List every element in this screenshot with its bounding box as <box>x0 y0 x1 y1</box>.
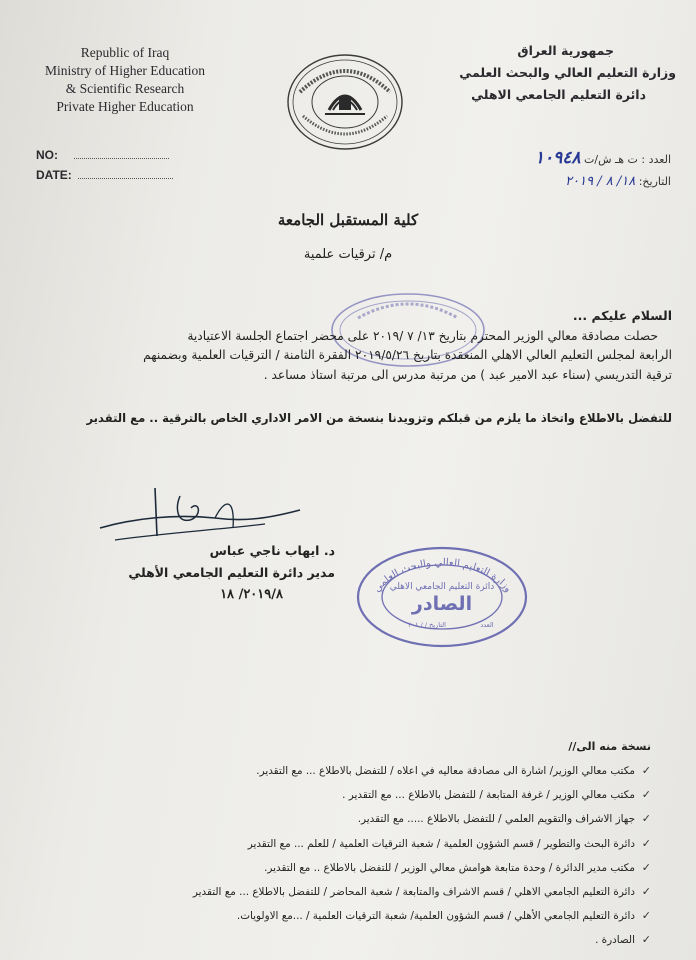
signer-block <box>105 540 335 606</box>
no-label: NO: <box>36 148 58 162</box>
check-icon: ✓ <box>641 884 651 898</box>
no-date-fields <box>36 145 173 185</box>
copies-list <box>31 735 651 953</box>
check-icon: ✓ <box>641 764 651 777</box>
letter-body <box>22 306 672 385</box>
copy-item: ✓مكتب معالي الوزير/ اشارة الى مصادقة معاليه في اعلاه / للتفضل بالاطلاع ... مع التقدير. <box>31 759 651 783</box>
signer-name: د. ايهاب ناجي عباس <box>209 543 335 558</box>
check-icon: ✓ <box>641 909 651 923</box>
copies-title: نسخة منه الى// <box>568 740 651 753</box>
ministry-seal-logo <box>285 52 405 152</box>
letterhead-line: Private Higher Education <box>56 99 194 114</box>
date-value: ١٨/ ٨ / ٢٠١٩ <box>565 174 636 189</box>
check-icon: ✓ <box>641 788 651 802</box>
stamp-dept-text: دائرة التعليم الجامعي الاهلي <box>389 582 495 592</box>
stamp-ring-text: وزارة التعليم العالي والبحث العلمي <box>371 557 514 595</box>
copy-item: ✓دائرة التعليم الجامعي الاهلي / قسم الاشراف والمتابعة / شعبة المحاضر / للتفضل بالاطلاع ... مع التقدير <box>31 880 651 904</box>
copy-item: ✓مكتب مدير الدائرة / وحدة متابعة هوامش معالي الوزير / للتفضل بالاطلاع .. مع التقدير. <box>31 856 651 880</box>
signature-date: ٢٠١٩/٨/ ١٨ <box>220 587 283 602</box>
check-icon: ✓ <box>641 860 651 874</box>
stamp-no-text: العدد <box>480 621 494 629</box>
check-icon: ✓ <box>641 836 651 850</box>
copy-item: ✓الصادرة . <box>31 928 651 952</box>
ref-label: العدد : ت هـ ش/ت <box>584 153 671 166</box>
check-icon: ✓ <box>641 812 651 826</box>
english-letterhead <box>20 44 230 116</box>
letterhead-line: Republic of Iraq <box>80 45 170 60</box>
body-line: حصلت مصادقة معالي الوزير المحترم بتاريخ ١٣/ ٧ /٢٠١٩ على محضر اجتماع الجلسة الاعتيادية <box>187 328 658 343</box>
check-icon: ✓ <box>641 933 651 947</box>
stamp-issued-word: الصادر <box>411 593 473 615</box>
arabic-letterhead <box>446 40 676 106</box>
recipient: كلية المستقبل الجامعة <box>277 211 419 229</box>
body-line: الرابعة لمجلس التعليم العالي الاهلي المنعقدة بتاريخ ٢٠١٩/٥/٢٦ الفقرة الثامنة / الترقيات العلمية وبضمنهم <box>143 348 672 362</box>
letterhead-line-ar: جمهورية العراق <box>517 43 614 58</box>
greeting: السلام عليكم ... <box>572 308 672 323</box>
ref-number: ١٠٩٤٨ <box>534 148 581 168</box>
copy-item: ✓دائرة التعليم الجامعي الأهلي / قسم الشؤون العلمية/ شعبة الترقيات العلمية / ...مع الاولويات. <box>31 904 651 928</box>
signer-title: مدير دائرة التعليم الجامعي الأهلي <box>128 565 335 580</box>
body-line: ترقية التدريسي (سناء عبد الامير عبد ) من مرتبة مدرس الى مرتبة استاذ مساعد . <box>263 367 672 382</box>
letterhead-line: Ministry of Higher Education <box>44 63 206 78</box>
issued-stamp <box>355 545 530 650</box>
date-label: DATE: <box>36 168 72 182</box>
closing-line: للتفضل بالاطلاع واتخاذ ما يلزم من قبلكم وتزويدنا بنسخة من الامر الاداري الخاص بالترقية .. مع التقدير <box>86 411 672 425</box>
letterhead-line-ar: دائرة التعليم الجامعي الاهلي <box>471 87 646 102</box>
copy-item: ✓دائرة البحث والتطوير / قسم الشؤون العلمية / شعبة الترقيات العلمية / للعلم ... مع التقدير <box>31 832 651 856</box>
copy-item: ✓مكتب معالي الوزير / غرفة المتابعة / للتفضل بالاطلاع ... مع التقدير . <box>31 783 651 807</box>
copy-item: ✓جهاز الاشراف والتقويم العلمي / للتفضل بالاطلاع ..... مع التقدير. <box>31 807 651 831</box>
subject-line: م/ ترقيات علمية <box>303 247 393 262</box>
letterhead-line: & Scientific Research <box>65 81 185 96</box>
stamp-date-text: التاريخ / / ٢٠١ <box>408 621 446 629</box>
date-label-ar: التاريخ: <box>635 175 671 188</box>
letterhead-line-ar: وزارة التعليم العالي والبحث العلمي <box>459 65 676 80</box>
